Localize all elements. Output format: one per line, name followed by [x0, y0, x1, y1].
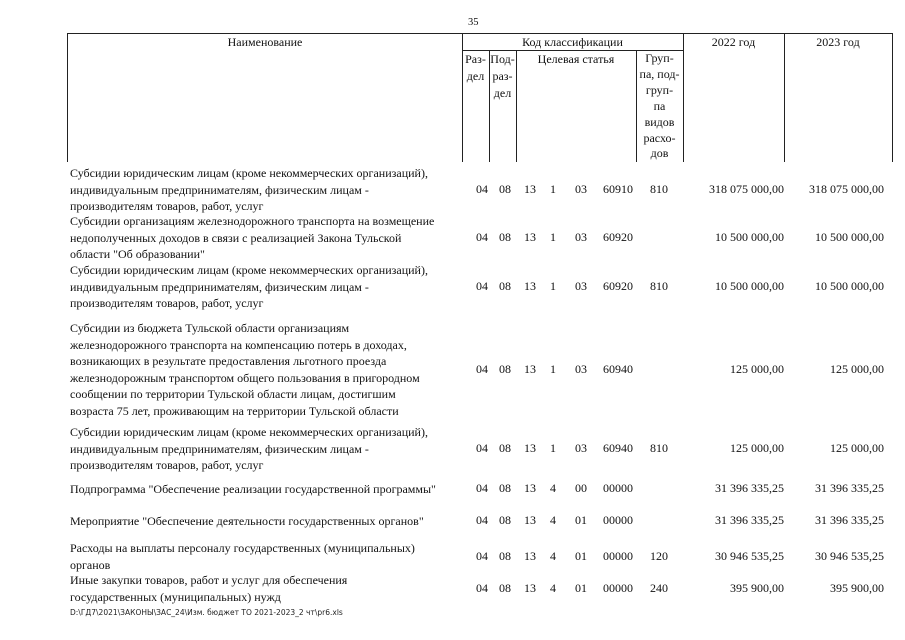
- row-name: Расходы на выплаты персоналу государственных (муниципальных) органов: [70, 541, 415, 572]
- razdel-cell: 04: [476, 580, 488, 595]
- target-subprogram-cell: 1: [550, 278, 556, 293]
- razdel-cell: 04: [476, 548, 488, 563]
- header-name: Наименование: [227, 35, 303, 49]
- target-event-cell: 01: [575, 513, 587, 528]
- amount-2023: 395 900,00: [830, 580, 884, 595]
- razdel-cell: 04: [476, 181, 488, 196]
- razdel-cell: 04: [476, 513, 488, 528]
- target-subprogram-cell: 1: [550, 229, 556, 244]
- header-target: Целевая статья: [537, 52, 615, 66]
- table-row: [0, 213, 905, 263]
- amount-2022: 395 900,00: [730, 580, 784, 595]
- target-direction-cell: 60920: [603, 278, 633, 293]
- target-event-cell: 00: [575, 481, 587, 496]
- razdel-cell: 04: [476, 278, 488, 293]
- amount-2022: 30 946 535,25: [715, 548, 784, 563]
- target-direction-cell: 60940: [603, 361, 633, 376]
- target-subprogram-cell: 4: [550, 481, 556, 496]
- file-path-footer: D:\ГД7\2021\ЗАКОНЫ\ЗАС_24\Изм. бюджет ТО 2021-2023_2 чт\pr6.xls: [70, 608, 343, 617]
- razdel-cell: 04: [476, 229, 488, 244]
- expense-group-cell: 120: [650, 548, 668, 563]
- target-direction-cell: 00000: [603, 580, 633, 595]
- podrazdel-cell: 08: [499, 229, 511, 244]
- header-2022: 2022 год: [711, 35, 756, 49]
- amount-2023: 125 000,00: [830, 440, 884, 455]
- target-subprogram-cell: 1: [550, 361, 556, 376]
- podrazdel-cell: 08: [499, 278, 511, 293]
- target-direction-cell: 60920: [603, 229, 633, 244]
- target-program-cell: 13: [524, 513, 536, 528]
- amount-2023: 318 075 000,00: [809, 181, 884, 196]
- target-event-cell: 03: [575, 361, 587, 376]
- amount-2023: 10 500 000,00: [815, 229, 884, 244]
- amount-2023: 125 000,00: [830, 361, 884, 376]
- table-row: [0, 481, 905, 501]
- amount-2022: 318 075 000,00: [709, 181, 784, 196]
- podrazdel-cell: 08: [499, 361, 511, 376]
- expense-group-cell: 810: [650, 440, 668, 455]
- row-name: Иные закупки товаров, работ и услуг для обеспечения государственных (муниципальных) нужд: [70, 573, 348, 604]
- amount-2022: 31 396 335,25: [715, 481, 784, 496]
- header-2023: 2023 год: [816, 35, 860, 49]
- podrazdel-cell: 08: [499, 440, 511, 455]
- row-name: Подпрограмма "Обеспечение реализации государственной программы": [70, 482, 436, 496]
- row-name: Субсидии организациям железнодорожного транспорта на возмещение недополученных доходов в связи с реализацией Закона Тульской области "Об образовании": [70, 214, 435, 261]
- table-header: [67, 33, 893, 162]
- target-direction-cell: 00000: [603, 548, 633, 563]
- page-number: 35: [468, 17, 479, 28]
- expense-group-cell: 810: [650, 181, 668, 196]
- amount-2022: 31 396 335,25: [715, 513, 784, 528]
- amount-2022: 10 500 000,00: [715, 229, 784, 244]
- podrazdel-cell: 08: [499, 513, 511, 528]
- amount-2022: 125 000,00: [730, 361, 784, 376]
- target-event-cell: 03: [575, 278, 587, 293]
- razdel-cell: 04: [476, 440, 488, 455]
- target-program-cell: 13: [524, 361, 536, 376]
- target-program-cell: 13: [524, 278, 536, 293]
- target-program-cell: 13: [524, 440, 536, 455]
- expense-group-cell: 240: [650, 580, 668, 595]
- podrazdel-cell: 08: [499, 548, 511, 563]
- row-name: Мероприятие "Обеспечение деятельности государственных органов": [70, 514, 424, 528]
- target-subprogram-cell: 4: [550, 513, 556, 528]
- row-name: Субсидии юридическим лицам (кроме некоммерческих организаций), индивидуальным предпринимателям, физическим лицам - производителям товаров, работ, услуг: [70, 425, 428, 472]
- amount-2022: 125 000,00: [730, 440, 784, 455]
- target-program-cell: 13: [524, 548, 536, 563]
- target-program-cell: 13: [524, 481, 536, 496]
- target-program-cell: 13: [524, 229, 536, 244]
- target-direction-cell: 00000: [603, 513, 633, 528]
- target-subprogram-cell: 4: [550, 580, 556, 595]
- podrazdel-cell: 08: [499, 181, 511, 196]
- table-row: [0, 572, 905, 604]
- header-razdel: Раз- дел: [465, 52, 486, 84]
- target-subprogram-cell: 4: [550, 548, 556, 563]
- target-event-cell: 03: [575, 229, 587, 244]
- target-direction-cell: 60940: [603, 440, 633, 455]
- table-row: [0, 320, 905, 420]
- expense-group-cell: 810: [650, 278, 668, 293]
- amount-2023: 30 946 535,25: [815, 548, 884, 563]
- razdel-cell: 04: [476, 361, 488, 376]
- row-name: Субсидии юридическим лицам (кроме некоммерческих организаций), индивидуальным предпринимателям, физическим лицам - производителям товаров, работ, услуг: [70, 263, 428, 310]
- header-code: Код классификации: [522, 35, 623, 49]
- target-program-cell: 13: [524, 580, 536, 595]
- target-event-cell: 01: [575, 548, 587, 563]
- target-subprogram-cell: 1: [550, 440, 556, 455]
- target-direction-cell: 00000: [603, 481, 633, 496]
- table-row: [0, 424, 905, 476]
- amount-2023: 31 396 335,25: [815, 513, 884, 528]
- podrazdel-cell: 08: [499, 481, 511, 496]
- table-row: [0, 262, 905, 312]
- table-row: [0, 165, 905, 215]
- row-name: Субсидии из бюджета Тульской области организациям железнодорожного транспорта на компенсацию потерь в доходах, возникающих в результате предоставления льготного проезда железнодорожным транспортом общего пользования в пригородном сообщении по территории Тульской области лицам, достигшим возраста 75 лет, проживающим на территории Тульской области: [70, 321, 420, 418]
- table-row: [0, 513, 905, 533]
- target-subprogram-cell: 1: [550, 181, 556, 196]
- header-podrazdel: Под- раз- дел: [490, 52, 515, 101]
- razdel-cell: 04: [476, 481, 488, 496]
- podrazdel-cell: 08: [499, 580, 511, 595]
- amount-2023: 10 500 000,00: [815, 278, 884, 293]
- target-direction-cell: 60910: [603, 181, 633, 196]
- amount-2023: 31 396 335,25: [815, 481, 884, 496]
- target-program-cell: 13: [524, 181, 536, 196]
- table-row: [0, 540, 905, 572]
- amount-2022: 10 500 000,00: [715, 278, 784, 293]
- row-name: Субсидии юридическим лицам (кроме некоммерческих организаций), индивидуальным предпринимателям, физическим лицам - производителям товаров, работ, услуг: [70, 166, 428, 213]
- target-event-cell: 01: [575, 580, 587, 595]
- target-event-cell: 03: [575, 181, 587, 196]
- header-group: Груп- па, под- груп- па видов расхо- дов: [639, 51, 680, 161]
- target-event-cell: 03: [575, 440, 587, 455]
